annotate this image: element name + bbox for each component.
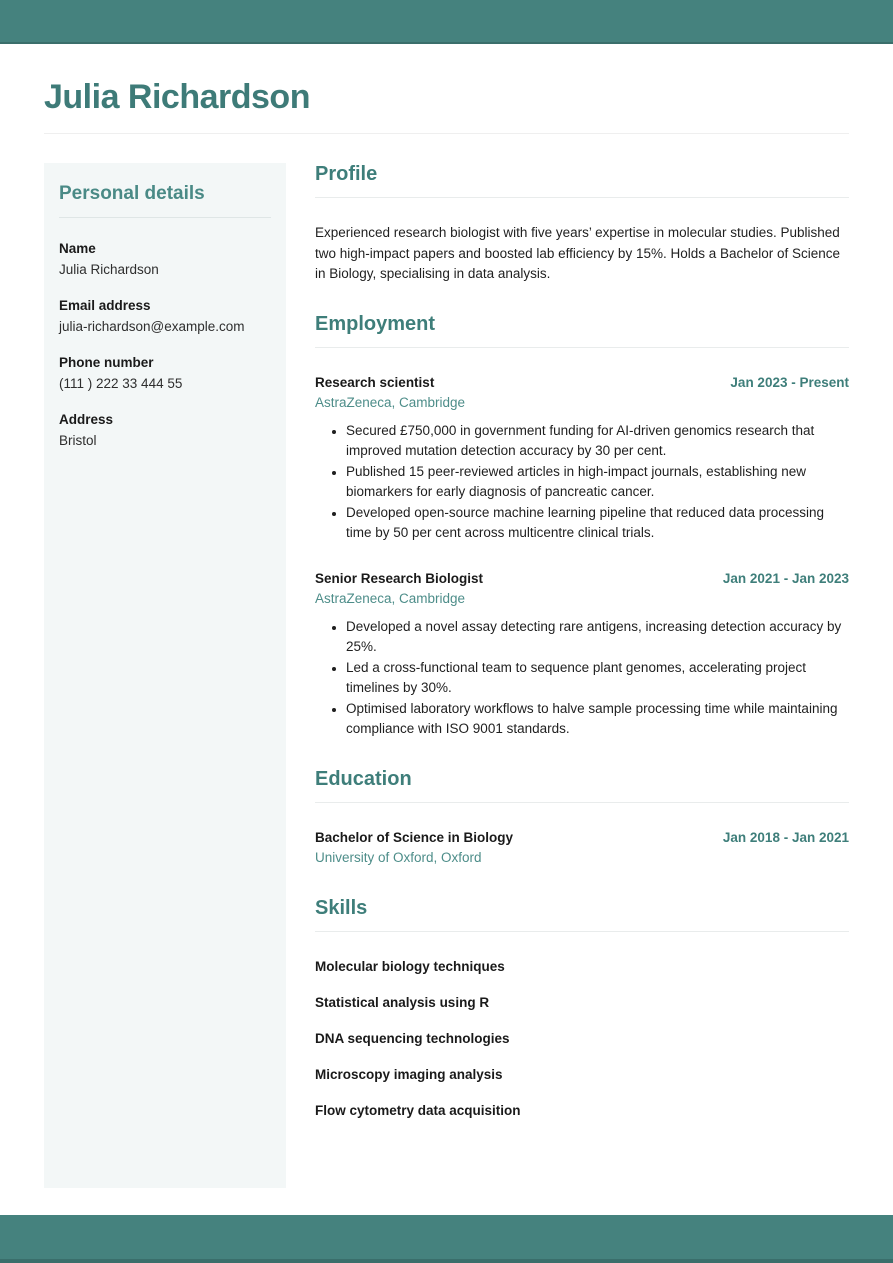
cv-page xyxy=(0,44,893,1215)
job-dates: Jan 2021 - Jan 2023 xyxy=(722,570,849,586)
section-employment xyxy=(315,313,849,740)
field-address xyxy=(59,409,271,451)
job-bullet: • Optimised laboratory workflows to halve sample processing time while maintaining compliance with ISO 9001 standards. xyxy=(346,699,849,740)
section-education xyxy=(315,768,849,869)
field-value: Bristol xyxy=(59,433,97,449)
section-title-employment: Employment xyxy=(315,313,849,348)
skill-item: Microscopy imaging analysis xyxy=(315,1066,503,1082)
field-value: Julia Richardson xyxy=(59,262,159,278)
job-bullet-list xyxy=(315,617,849,740)
field-phone xyxy=(59,352,271,394)
job-role: Senior Research Biologist xyxy=(315,570,484,586)
job-entry xyxy=(315,569,849,740)
profile-text: Experienced research biologist with five years’ expertise in molecular studies. Published two high-impact papers and boosted lab efficiency by 15%. Holds a Bachelor of Science in Biology, specialising in data analysis. xyxy=(315,225,841,282)
skill-item: Molecular biology techniques xyxy=(315,958,505,974)
skill-item: Statistical analysis using R xyxy=(315,994,490,1010)
skills-list xyxy=(315,956,849,1121)
job-header xyxy=(315,569,849,590)
job-company: AstraZeneca, Cambridge xyxy=(315,591,466,607)
job-header xyxy=(315,373,849,394)
field-label: Email address xyxy=(59,298,151,314)
school: University of Oxford, Oxford xyxy=(315,850,482,866)
field-email xyxy=(59,295,271,337)
field-label: Phone number xyxy=(59,355,154,371)
job-bullet-list xyxy=(315,421,849,544)
skill-item: Flow cytometry data acquisition xyxy=(315,1102,521,1118)
job-bullet: • Led a cross-functional team to sequence plant genomes, accelerating project timelines by 30%. xyxy=(346,658,849,699)
section-title-skills: Skills xyxy=(315,897,849,932)
job-company: AstraZeneca, Cambridge xyxy=(315,395,466,411)
job-bullet: • Developed open-source machine learning pipeline that reduced data processing time by 50 per cent across multicentre clinical trials. xyxy=(346,503,849,544)
job-role: Research scientist xyxy=(315,374,435,390)
section-profile xyxy=(315,163,849,285)
job-bullet: • Secured £750,000 in government funding for AI-driven genomics research that improved mutation detection accuracy by 30 per cent. xyxy=(346,421,849,462)
job-bullet: • Published 15 peer-reviewed articles in high-impact journals, establishing new biomarkers for early diagnosis of pancreatic cancer. xyxy=(346,462,849,503)
name-divider xyxy=(44,133,849,134)
field-label: Name xyxy=(59,241,96,257)
personal-details-title: Personal details xyxy=(59,183,271,218)
candidate-name: Julia Richardson xyxy=(44,78,310,116)
section-skills xyxy=(315,897,849,1121)
section-title-profile: Profile xyxy=(315,163,849,198)
personal-details-panel xyxy=(44,163,286,1188)
page-footer-bar xyxy=(0,1215,893,1263)
job-bullet: • Developed a novel assay detecting rare antigens, increasing detection accuracy by 25%. xyxy=(346,617,849,658)
section-title-education: Education xyxy=(315,768,849,803)
field-label: Address xyxy=(59,412,114,428)
field-value: (111 ) 222 33 444 55 xyxy=(59,376,183,392)
education-entry xyxy=(315,828,849,869)
job-dates: Jan 2023 - Present xyxy=(730,374,849,390)
content-columns xyxy=(44,163,849,1188)
page-header-bar xyxy=(0,0,893,44)
job-entry xyxy=(315,373,849,544)
field-value: julia-richardson@example.com xyxy=(59,319,245,335)
education-dates: Jan 2018 - Jan 2021 xyxy=(722,829,849,845)
skill-item: DNA sequencing technologies xyxy=(315,1030,510,1046)
education-header xyxy=(315,828,849,849)
main-column xyxy=(315,163,849,1149)
field-name xyxy=(59,238,271,280)
degree: Bachelor of Science in Biology xyxy=(315,829,514,845)
